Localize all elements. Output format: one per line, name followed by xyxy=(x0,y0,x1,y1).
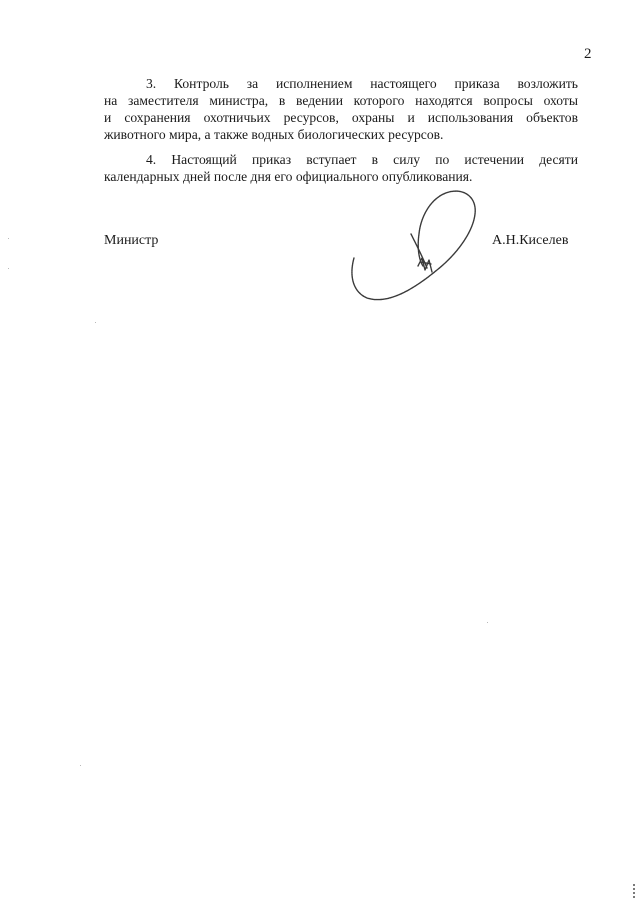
scan-speck xyxy=(8,238,9,239)
paragraph-4-line-1: 4. Настоящий приказ вступает в силу по истечении десяти xyxy=(146,152,578,167)
paragraph-3-line-4: животного мира, а также водных биологических ресурсов. xyxy=(104,127,444,142)
handwritten-signature xyxy=(345,188,485,308)
signatory-name: А.Н.Киселев xyxy=(492,233,569,248)
scan-speck xyxy=(80,765,81,766)
paragraph-3-line-2: на заместителя министра, в ведении которого находятся вопросы охоты xyxy=(104,93,578,108)
paragraph-4 xyxy=(104,151,578,185)
scan-speck xyxy=(95,322,96,323)
paragraph-3-line-3: и сохранения охотничьих ресурсов, охраны и использования объектов xyxy=(104,110,578,125)
page-number: 2 xyxy=(584,46,592,62)
paragraph-3-line-1: 3. Контроль за исполнением настоящего приказа возложить xyxy=(146,76,578,91)
scan-speck xyxy=(8,268,9,269)
paragraph-4-line-2: календарных дней после дня его официального опубликования. xyxy=(104,169,473,184)
paragraph-3 xyxy=(104,75,578,143)
scan-edge-mark xyxy=(633,884,638,898)
signatory-title: Министр xyxy=(104,233,159,248)
scan-speck xyxy=(487,622,488,623)
